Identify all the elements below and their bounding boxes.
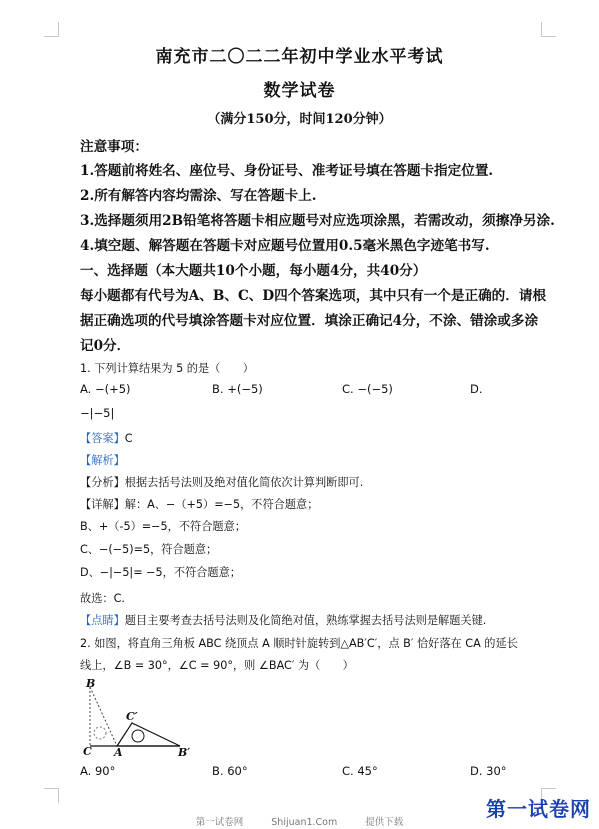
section-instructions-2: 据正确选项的代号填涂答题卡对应位置．填涂正确记4分，不涂、错涂或多涂 — [80, 313, 539, 329]
question-2-stem-2: 线上，∠B = 30°，∠C = 90°，则 ∠BAC′ 为（ ） — [80, 659, 354, 672]
dianjing-tag: 【点睛】 — [80, 614, 125, 627]
answer-line — [80, 430, 133, 446]
xiangjie-tag: 【详解】 — [80, 498, 125, 511]
footer-download-note: 提供下载 — [365, 817, 404, 828]
note-item-4: 4.填空题、解答题在答题卡对应题号位置用0.5毫米黑色字迹笔书写. — [80, 238, 490, 254]
q1-option-c: C. −(−5) — [342, 382, 393, 396]
q1-option-d-value: −|−5| — [80, 406, 115, 420]
triangle-hole-dashed — [94, 727, 106, 739]
label-c: C — [83, 745, 92, 758]
dianjing-text: 题目主要考查去括号法则及化简绝对值，熟练掌握去括号法则是解题关键. — [124, 614, 487, 627]
note-item-3: 3.选择题须用2B铅笔将答题卡相应题号对应选项涂黑，若需改动，须擦净另涂. — [80, 213, 555, 229]
section-instructions-1: 每小题都有代号为A、B、C、D四个答案选项，其中只有一个是正确的．请根 — [80, 288, 547, 304]
side-ba — [90, 687, 117, 746]
conclusion: 故选：C. — [80, 592, 125, 605]
answer-tag: 【答案】 — [80, 432, 125, 445]
crop-mark-bottom-left — [44, 788, 59, 803]
section-instructions-3: 记0分． — [80, 338, 131, 354]
label-a: A — [114, 746, 123, 758]
answer-value: C — [124, 432, 133, 445]
crop-mark-top-left — [44, 22, 59, 37]
label-b-prime: B′ — [178, 746, 191, 758]
fenxi-text: 根据去括号法则及绝对值化简依次计算判断即可. — [124, 476, 364, 489]
q2-option-d: D. 30° — [470, 764, 507, 778]
section-heading: 一、选择题（本大题共10个小题，每小题4分，共40分） — [80, 263, 427, 279]
triangle-rotation-diagram — [80, 678, 200, 758]
xiangjie-line — [80, 496, 318, 512]
question-2-stem-1: 2. 如图，将直角三角板 ABC 绕顶点 A 顺时针旋转到△AB′C′，点 B′ 恰好落在 CA 的延长 — [80, 637, 518, 650]
xiangjie-line-3: C、−(−5)=5，符合题意； — [80, 543, 218, 556]
q1-option-d: D. — [470, 382, 483, 396]
dianjing-line — [80, 612, 486, 628]
fenxi-tag: 【分析】 — [80, 476, 125, 489]
exam-score-time: （满分150分，时间120分钟） — [207, 112, 392, 127]
analysis-tag: 【解析】 — [80, 454, 125, 467]
footer-site-url: Shijuan1.Com — [271, 817, 338, 828]
label-b: B — [86, 678, 96, 690]
q1-option-b: B. +(−5) — [212, 382, 263, 396]
xiangjie-line-1: 解：A、−（+5）=−5，不符合题意； — [124, 498, 319, 511]
xiangjie-line-2: B、+（-5）=−5，不符合题意； — [80, 520, 246, 533]
q2-option-b: B. 60° — [212, 764, 248, 778]
note-item-1: 1.答题前将姓名、座位号、身份证号、准考证号填在答题卡指定位置. — [80, 163, 494, 179]
fenxi-line — [80, 474, 363, 490]
xiangjie-line-4: D、−|−5|= −5，不符合题意； — [80, 566, 241, 579]
label-c-prime: C′ — [126, 710, 138, 723]
q2-option-c: C. 45° — [342, 764, 378, 778]
crop-mark-top-right — [541, 22, 556, 37]
exam-subject: 数学试卷 — [263, 81, 336, 101]
notes-heading: 注意事项： — [80, 139, 148, 155]
brand-logo: 第一试卷网 — [486, 797, 591, 821]
q1-option-a: A. −(+5) — [80, 382, 131, 396]
rotated-triangle — [117, 723, 180, 746]
question-1-stem: 1. 下列计算结果为 5 的是（ ） — [80, 362, 254, 375]
exam-title: 南充市二〇二二年初中学业水平考试 — [155, 47, 444, 67]
footer-site-name: 第一试卷网 — [195, 817, 244, 828]
note-item-2: 2.所有解答内容均需涂、写在答题卡上. — [80, 188, 317, 204]
page-footer — [0, 814, 599, 828]
q2-option-a: A. 90° — [80, 764, 116, 778]
triangle-hole — [132, 730, 144, 742]
